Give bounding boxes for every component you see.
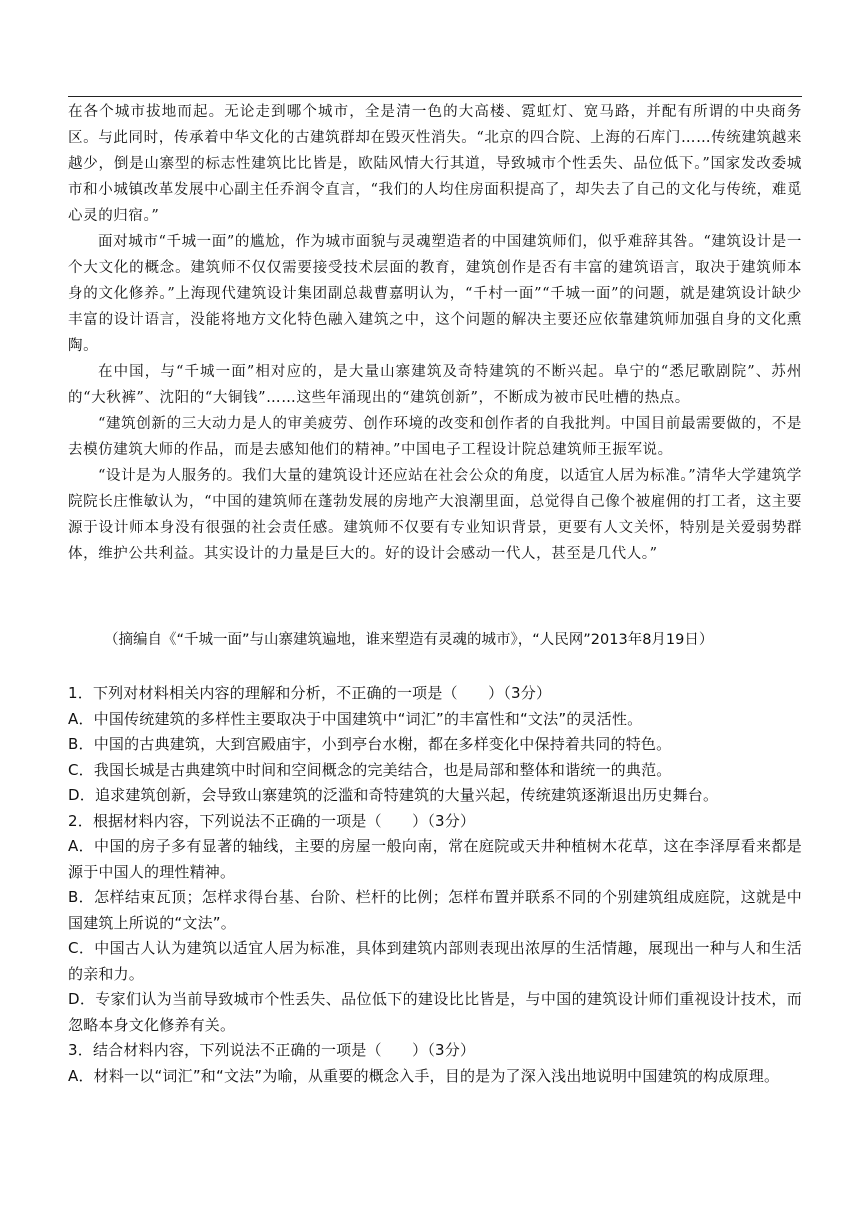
question-list [68, 681, 802, 1089]
passage-paragraph: 面对城市“千城一面”的尴尬，作为城市面貌与灵魂塑造者的中国建筑师们，似乎难辞其咎。“建筑设计是一个大文化的概念。建筑师不仅仅需要接受技术层面的教育，建筑创作是否有丰富的建筑语言，取决于建筑师本身的文化修养。”上海现代建筑设计集团副总裁曹嘉明认为，“千村一面”“千城一面”的问题，就是建筑设计缺少丰富的设计语言，没能将地方文化特色融入建筑之中，这个问题的解决主要还应依靠建筑师加强自身的文化熏陶。 [68, 234, 802, 354]
answer-option: A．中国的房子多有显著的轴线，主要的房屋一般向南，常在庭院或天井种植树木花草，这在李泽厚看来都是源于中国人的理性精神。 [68, 837, 802, 881]
question-stem: 3．结合材料内容，下列说法不正确的一项是（ ）（3分） [68, 1041, 476, 1059]
header-rule [68, 96, 802, 97]
answer-option: D．专家们认为当前导致城市个性丢失、品位低下的建设比比皆是，与中国的建筑设计师们重视设计技术，而忽略本身文化修养有关。 [68, 990, 802, 1034]
question-stem: 1．下列对材料相关内容的理解和分析，不正确的一项是（ ）（3分） [68, 684, 552, 702]
passage-paragraph: “建筑创新的三大动力是人的审美疲劳、创作环境的改变和创作者的自我批判。中国目前最需要做的，不是去模仿建筑大师的作品，而是去感知他们的精神。”中国电子工程设计院总建筑师王振军说。 [68, 416, 802, 458]
source-citation: （摘编自《“千城一面”与山寨建筑遍地，谁来塑造有灵魂的城市》，“人民网”2013年8月19日） [104, 632, 714, 648]
passage-paragraph: “设计是为人服务的。我们大量的建筑设计还应站在社会公众的角度，以适宜人居为标准。”清华大学建筑学院院长庄惟敏认为，“中国的建筑师在蓬勃发展的房地产大浪潮里面，总觉得自己像个被雇佣的打工者，这主要源于设计师本身没有很强的社会责任感。建筑师不仅要有专业知识背景，更要有人文关怀，特别是关爱弱势群体，维护公共利益。其实设计的力量是巨大的。好的设计会感动一代人，甚至是几代人。” [68, 468, 802, 562]
passage-paragraph: 在中国，与“千城一面”相对应的，是大量山寨建筑及奇特建筑的不断兴起。阜宁的“悉尼歌剧院”、苏州的“大秋裤”、沈阳的“大铜钱”……这些年涌现出的“建筑创新”，不断成为被市民吐槽的热点。 [68, 364, 802, 406]
answer-option: B．怎样结束瓦顶；怎样求得台基、台阶、栏杆的比例；怎样布置并联系不同的个别建筑组成庭院，这就是中国建筑上所说的“文法”。 [68, 888, 802, 932]
reading-passage [68, 99, 802, 567]
question-stem: 2．根据材料内容，下列说法不正确的一项是（ ）（3分） [68, 811, 476, 830]
passage-paragraph: 在各个城市拔地而起。无论走到哪个城市，全是清一色的大高楼、霓虹灯、宽马路，并配有所谓的中央商务区。与此同时，传承着中华文化的古建筑群却在毁灭性消失。“北京的四合院、上海的石库门……传统建筑越来越少，倒是山寨型的标志性建筑比比皆是，欧陆风情大行其道，导致城市个性丢失、品位低下。”国家发改委城市和小城镇改革发展中心副主任乔润令直言，“我们的人均住房面积提高了，却失去了自己的文化与传统，难觅心灵的归宿。” [68, 104, 802, 224]
answer-option: B．中国的古典建筑，大到宫殿庙宇，小到亭台水榭，都在多样变化中保持着共同的特色。 [68, 735, 672, 753]
answer-option: D．追求建筑创新，会导致山寨建筑的泛滥和奇特建筑的大量兴起，传统建筑逐渐退出历史舞台。 [68, 786, 719, 804]
answer-option: A．中国传统建筑的多样性主要取决于中国建筑中“词汇”的丰富性和“文法”的灵活性。 [68, 709, 643, 728]
answer-option: A．材料一以“词汇”和“文法”为喻，从重要的概念入手，目的是为了深入浅出地说明中国建筑的构成原理。 [68, 1066, 780, 1085]
answer-option: C．我国长城是古典建筑中时间和空间概念的完美结合，也是局部和整体和谐统一的典范。 [68, 760, 672, 779]
answer-option: C．中国古人认为建筑以适宜人居为标准，具体到建筑内部则表现出浓厚的生活情趣，展现出一种与人和生活的亲和力。 [68, 939, 802, 983]
